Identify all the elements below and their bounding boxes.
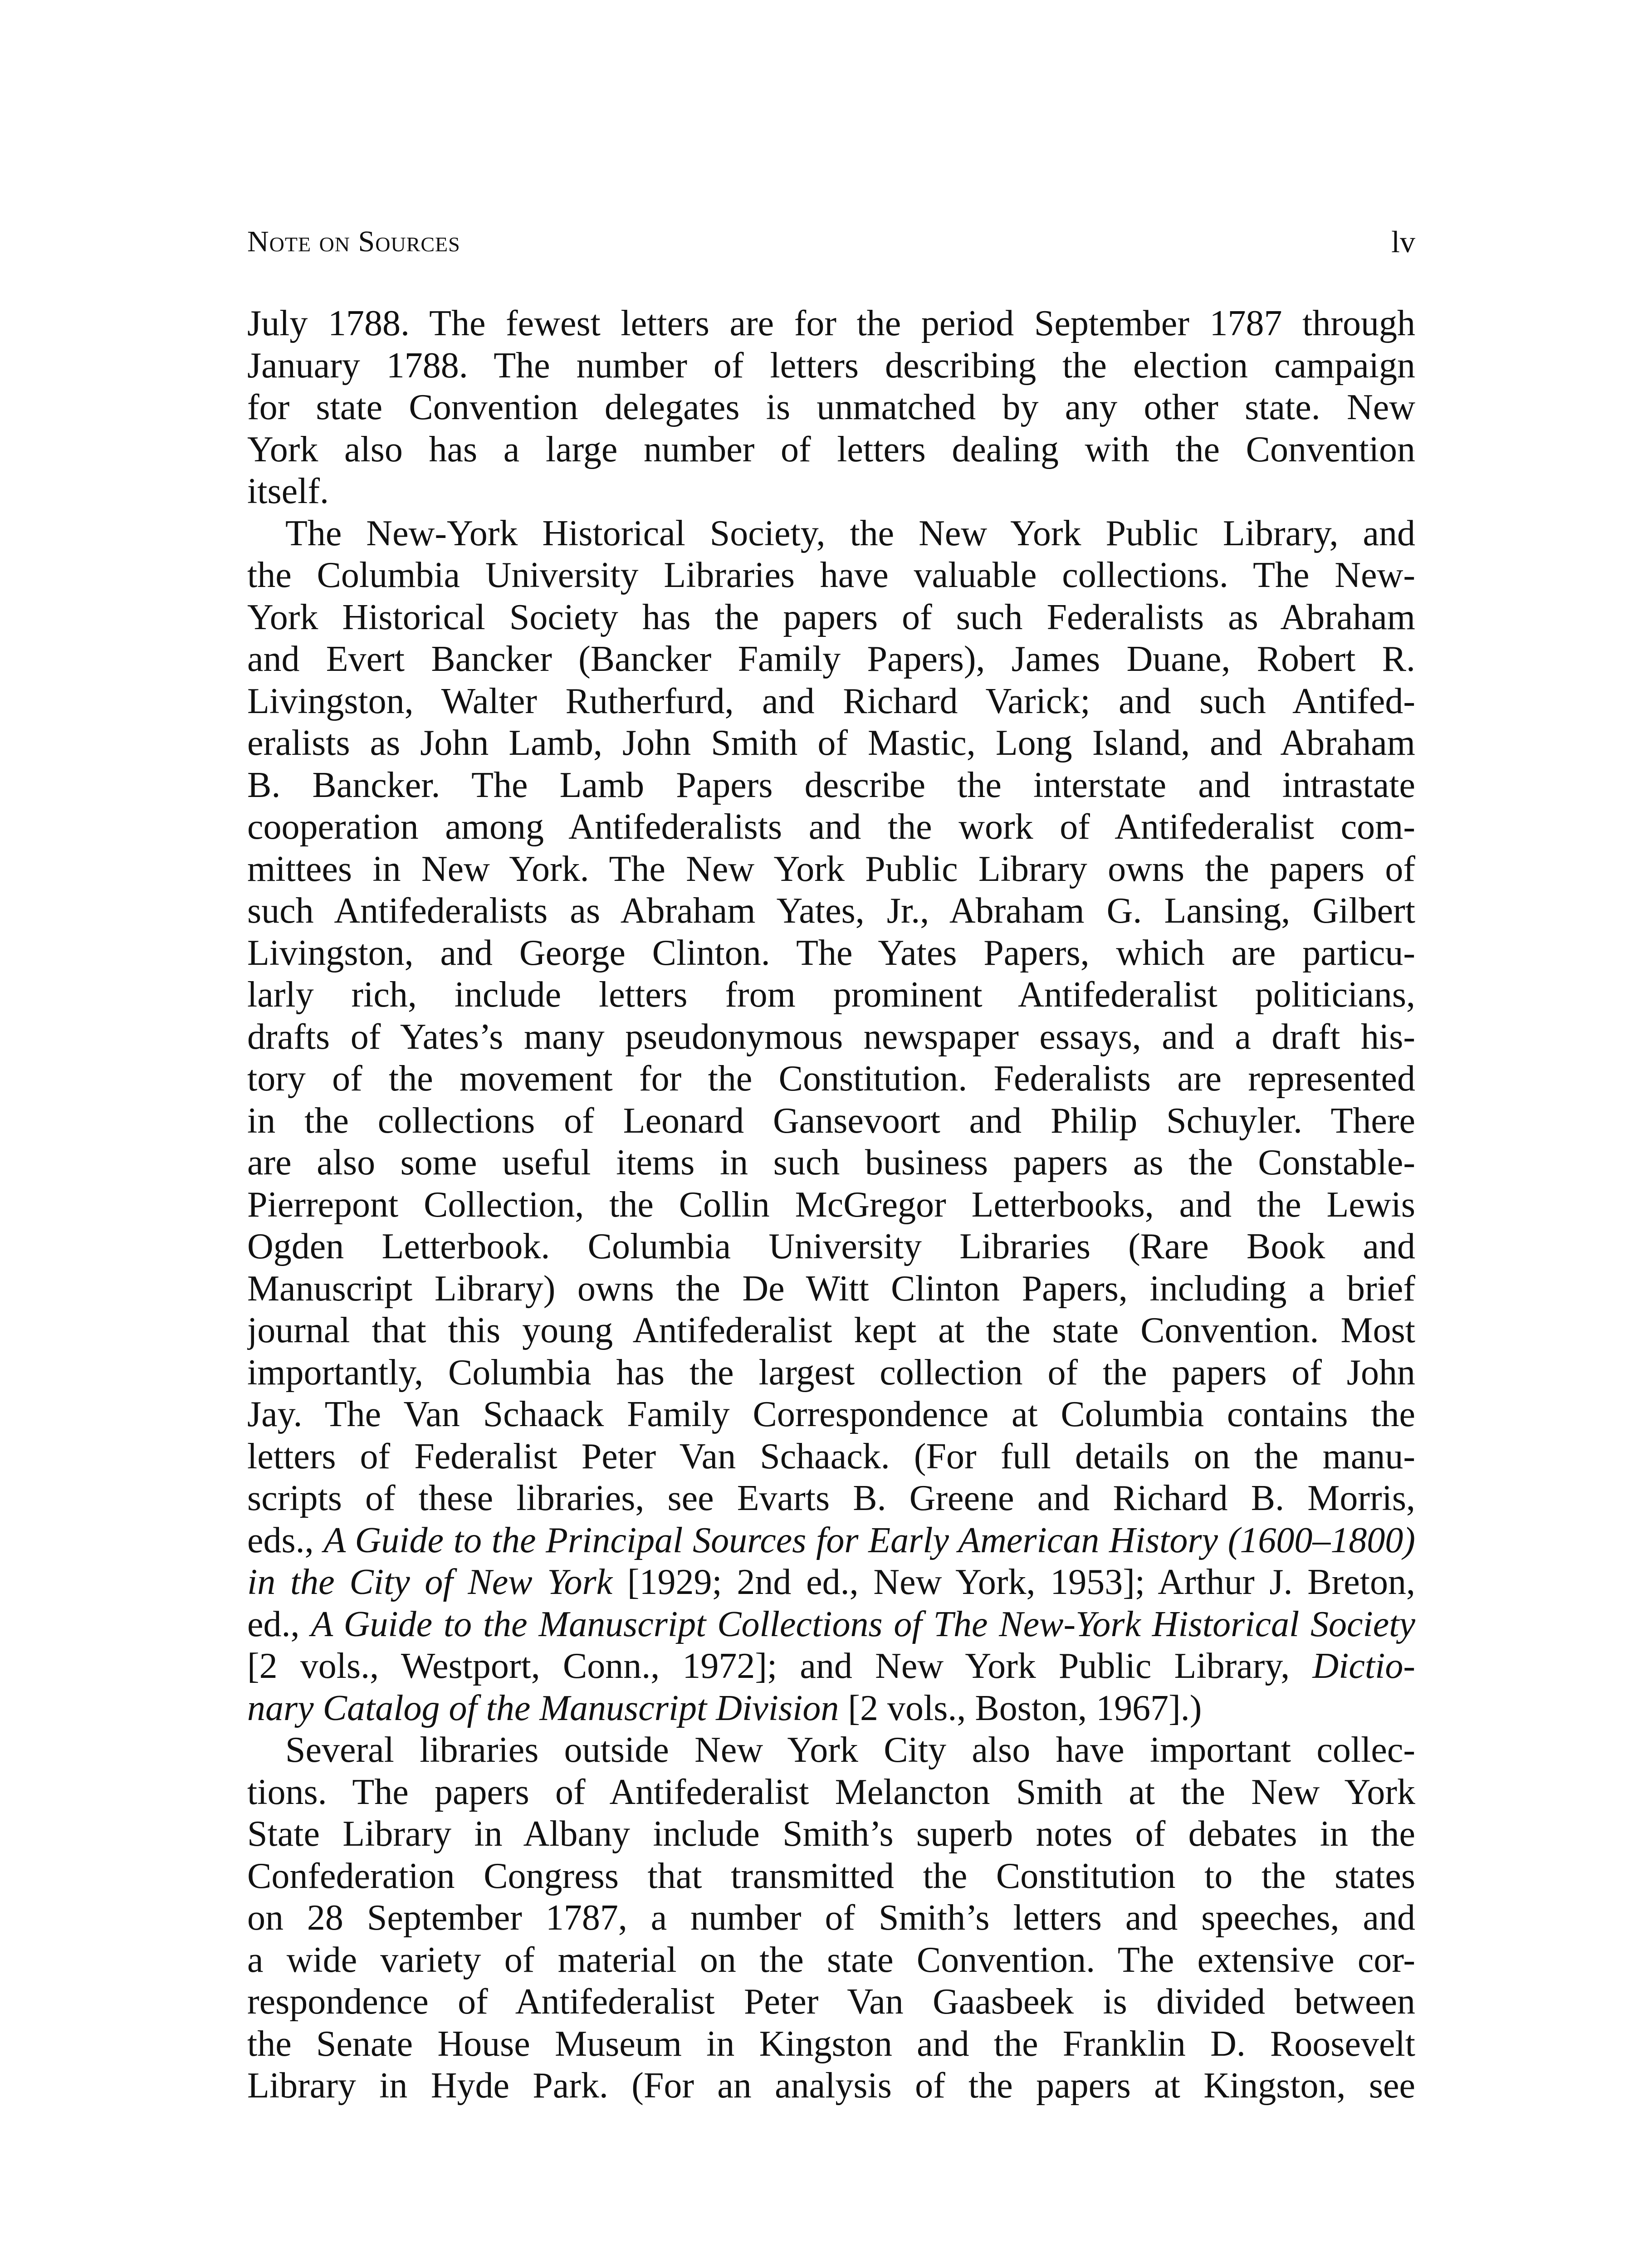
text-line: The New-York Historical Society, the New York Public Library, and (285, 513, 1415, 553)
page-number: lv (1391, 225, 1415, 259)
text-line: Ogden Letterbook. Columbia University Libraries (Rare Book and (247, 1227, 1415, 1266)
text-line: July 1788. The fewest letters are for the period September 1787 through (247, 303, 1415, 343)
text-line: letters of Federalist Peter Van Schaack. (For full details on the manu- (247, 1436, 1415, 1476)
text-line: respondence of Antifederalist Peter Van Gaasbeek is divided between (247, 1982, 1415, 2022)
running-head (247, 221, 1415, 262)
text-line: Several libraries outside New York City also have important collec- (285, 1730, 1415, 1770)
text-line: eds., A Guide to the Principal Sources for Early American History (1600–1800) (247, 1520, 1415, 1560)
text-line: are also some useful items in such business papers as the Constable- (247, 1143, 1415, 1183)
text-line: tory of the movement for the Constitution. Federalists are represented (247, 1059, 1415, 1099)
text-line: and Evert Bancker (Bancker Family Papers), James Duane, Robert R. (247, 639, 1415, 679)
text-line: importantly, Columbia has the largest collection of the papers of John (247, 1352, 1415, 1393)
text-line: on 28 September 1787, a number of Smith’s letters and speeches, and (247, 1898, 1415, 1938)
text-line: eralists as John Lamb, John Smith of Mastic, Long Island, and Abraham (247, 723, 1415, 763)
text-line: larly rich, include letters from prominent Antifederalist politicians, (247, 975, 1415, 1015)
text-line: York Historical Society has the papers of such Federalists as Abraham (247, 597, 1415, 637)
text-line: ed., A Guide to the Manuscript Collections of The New-York Historical Society (247, 1604, 1415, 1644)
text-line: B. Bancker. The Lamb Papers describe the interstate and intrastate (247, 765, 1415, 805)
text-line: [2 vols., Westport, Conn., 1972]; and New York Public Library, Dictio- (247, 1646, 1415, 1686)
italic-title: nary Catalog of the Manuscript Division (247, 1688, 839, 1728)
text-line: mittees in New York. The New York Public Library owns the papers of (247, 849, 1415, 889)
text-line: journal that this young Antifederalist kept at the state Convention. Most (247, 1310, 1415, 1350)
body-text (247, 303, 1415, 2107)
text-line: Livingston, Walter Rutherfurd, and Richard Varick; and such Antifed- (247, 681, 1415, 721)
text-line: itself. (247, 471, 329, 511)
text-line: the Columbia University Libraries have valuable collections. The New- (247, 555, 1415, 595)
text-line: Pierrepont Collection, the Collin McGregor Letterbooks, and the Lewis (247, 1184, 1415, 1225)
italic-title: Dictio- (1312, 1646, 1415, 1686)
text-line: in the collections of Leonard Gansevoort and Philip Schuyler. There (247, 1100, 1415, 1141)
text-line: such Antifederalists as Abraham Yates, Jr., Abraham G. Lansing, Gilbert (247, 891, 1415, 931)
running-head-title: Note on Sources (247, 225, 460, 258)
text-line: the Senate House Museum in Kingston and the Franklin D. Roosevelt (247, 2024, 1415, 2064)
text-line: Confederation Congress that transmitted the Constitution to the states (247, 1856, 1415, 1896)
italic-title: in the City of New York (247, 1562, 613, 1602)
italic-title: A Guide to the Manuscript Collections of The New-York Historical Society (311, 1604, 1415, 1644)
text-line: State Library in Albany include Smith’s superb notes of debates in the (247, 1814, 1415, 1854)
text-line: for state Convention delegates is unmatched by any other state. New (247, 387, 1415, 427)
text-line: Manuscript Library) owns the De Witt Clinton Papers, including a brief (247, 1268, 1415, 1309)
text-line: in the City of New York [1929; 2nd ed., New York, 1953]; Arthur J. Breton, (247, 1562, 1415, 1602)
text-line: scripts of these libraries, see Evarts B. Greene and Richard B. Morris, (247, 1478, 1415, 1518)
text-line: January 1788. The number of letters describing the election campaign (247, 345, 1415, 386)
text-line: cooperation among Antifederalists and the work of Antifederalist com- (247, 807, 1415, 847)
text-line: Livingston, and George Clinton. The Yates Papers, which are particu- (247, 933, 1415, 973)
text-line: drafts of Yates’s many pseudonymous newspaper essays, and a draft his- (247, 1017, 1415, 1057)
italic-title: A Guide to the Principal Sources for Early American History (1600–1800) (323, 1520, 1415, 1560)
text-line: Library in Hyde Park. (For an analysis of the papers at Kingston, see (247, 2066, 1415, 2106)
text-line: York also has a large number of letters dealing with the Convention (247, 429, 1415, 469)
text-line: Jay. The Van Schaack Family Correspondence at Columbia contains the (247, 1394, 1415, 1434)
text-line: tions. The papers of Antifederalist Melancton Smith at the New York (247, 1772, 1415, 1812)
text-line: a wide variety of material on the state Convention. The extensive cor- (247, 1940, 1415, 1980)
text-line: nary Catalog of the Manuscript Division [2 vols., Boston, 1967].) (247, 1688, 1202, 1728)
